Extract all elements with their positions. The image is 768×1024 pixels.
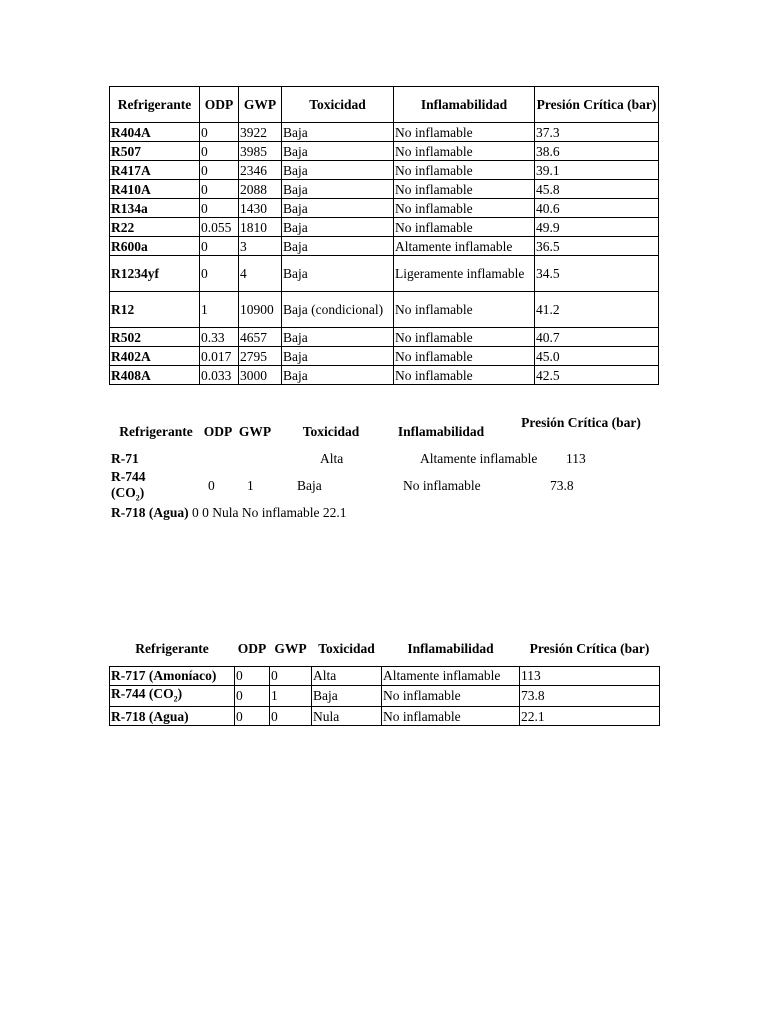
cell-odp: 0 [235,707,270,726]
cell-toxicity: Baja [282,256,394,292]
row-r744-name [111,469,146,507]
table-row [110,347,659,366]
cell-odp: 1 [200,292,239,328]
cell-odp: 0.055 [200,218,239,237]
cell-refrigerant: R408A [110,366,200,385]
cell-pressure: 40.7 [535,328,659,347]
cell-pressure: 38.6 [535,142,659,161]
cell-flammability: No inflamable [394,218,535,237]
cell-refrigerant: R134a [110,199,200,218]
header-refrigerante: Refrigerante [119,424,193,439]
cell-toxicity: Baja [282,180,394,199]
cell-refrigerant [110,707,235,726]
cell-refrigerant [110,666,235,685]
table-row [110,123,659,142]
cell-refrigerant-suffix: ) [177,685,183,701]
cell-toxicity: Baja [282,199,394,218]
row-r744-odp: 0 [208,478,215,493]
table-row [110,142,659,161]
cell-refrigerant [110,685,235,707]
cell-toxicity: Baja [282,347,394,366]
cell-pressure: 41.2 [535,292,659,328]
cell-gwp: 0 [270,666,312,685]
cell-gwp: 3985 [239,142,282,161]
cell-pressure: 49.9 [535,218,659,237]
cell-toxicity: Alta [312,666,382,685]
cell-odp: 0 [200,180,239,199]
cell-toxicity: Baja [282,237,394,256]
cell-gwp: 0 [270,707,312,726]
table-row [110,256,659,292]
row-r744-name-b: (CO [111,485,136,500]
cell-pressure: 36.5 [535,237,659,256]
cell-refrigerant-sub: 2 [173,694,178,704]
cell-odp: 0 [235,666,270,685]
cell-toxicity: Baja [312,685,382,707]
row-r744-toxicity: Baja [297,478,322,493]
header-toxicidad: Toxicidad [282,87,394,123]
row-r744-name-c: ) [139,485,145,500]
cell-flammability: No inflamable [394,123,535,142]
row-r744-gwp: 1 [247,478,254,493]
table-row [110,707,660,726]
row-r744-flammability: No inflamable [403,478,481,493]
cell-flammability: No inflamable [394,199,535,218]
row-r71-name: R-71 [111,451,139,466]
cell-flammability: No inflamable [394,180,535,199]
cell-odp: 0.33 [200,328,239,347]
cell-gwp: 2346 [239,161,282,180]
cell-flammability: No inflamable [382,707,520,726]
table-row [110,666,660,685]
row-r744-pressure: 73.8 [550,478,574,493]
cell-toxicity: Nula [312,707,382,726]
cell-pressure: 22.1 [520,707,660,726]
cell-pressure: 45.8 [535,180,659,199]
row-r71-toxicity: Alta [320,451,344,466]
cell-pressure: 42.5 [535,366,659,385]
cell-toxicity: Baja [282,328,394,347]
header-presion-critica: Presión Crítica (bar) [521,415,641,430]
cell-pressure: 40.6 [535,199,659,218]
cell-refrigerant: R22 [110,218,200,237]
cell-odp: 0 [200,256,239,292]
cell-refrigerant: R1234yf [110,256,200,292]
table-row [110,237,659,256]
cell-flammability: No inflamable [394,142,535,161]
header-gwp: GWP [239,87,282,123]
header-toxicidad: Toxicidad [318,640,375,656]
cell-flammability: Altamente inflamable [394,237,535,256]
cell-odp: 0 [235,685,270,707]
cell-toxicity: Baja [282,123,394,142]
row-r718-rest: 0 0 Nula No inflamable 22.1 [192,505,347,520]
row-r718 [111,505,346,521]
cell-gwp: 1810 [239,218,282,237]
cell-toxicity: Baja [282,161,394,180]
cell-refrigerant: R507 [110,142,200,161]
table-row [110,199,659,218]
cell-refrigerant-text: R-718 (Agua) [111,708,189,724]
cell-pressure: 45.0 [535,347,659,366]
cell-odp: 0.033 [200,366,239,385]
cell-refrigerant: R404A [110,123,200,142]
cell-gwp: 2088 [239,180,282,199]
cell-gwp: 10900 [239,292,282,328]
header-refrigerante: Refrigerante [110,87,200,123]
header-refrigerante: Refrigerante [135,640,209,656]
table-row [110,218,659,237]
cell-flammability: Altamente inflamable [382,666,520,685]
cell-refrigerant: R502 [110,328,200,347]
header-odp: ODP [203,424,233,439]
cell-flammability: Ligeramente inflamable [394,256,535,292]
cell-gwp: 1 [270,685,312,707]
cell-gwp: 3 [239,237,282,256]
cell-refrigerant-text: R-717 (Amoníaco) [111,668,217,683]
header-gwp: GWP [238,424,272,439]
cell-refrigerant-text: R-744 (CO [111,685,174,701]
row-r718-name: R-718 (Agua) [111,505,189,520]
cell-gwp: 3000 [239,366,282,385]
cell-pressure: 37.3 [535,123,659,142]
cell-toxicity: Baja [282,366,394,385]
refrigerant-table-natural [109,632,660,726]
cell-toxicity: Baja [282,218,394,237]
header-odp: ODP [200,87,239,123]
cell-odp: 0 [200,142,239,161]
table-row [110,685,660,707]
table-row [110,161,659,180]
header-toxicidad: Toxicidad [302,424,360,439]
cell-gwp: 3922 [239,123,282,142]
cell-odp: 0 [200,161,239,180]
cell-refrigerant: R410A [110,180,200,199]
cell-gwp: 2795 [239,347,282,366]
cell-pressure: 113 [520,666,660,685]
header-gwp: GWP [274,640,307,656]
row-r71-pressure: 113 [566,451,586,466]
cell-pressure: 39.1 [535,161,659,180]
header-presion-critica: Presión Crítica (bar) [535,87,659,123]
cell-flammability: No inflamable [394,328,535,347]
cell-pressure: 73.8 [520,685,660,707]
cell-gwp: 4 [239,256,282,292]
cell-odp: 0 [200,123,239,142]
table-row [110,292,659,328]
cell-refrigerant: R600a [110,237,200,256]
table-row [110,328,659,347]
row-r744-name-sub: 2 [135,493,140,503]
header-inflamabilidad: Inflamabilidad [397,424,485,439]
cell-flammability: No inflamable [382,685,520,707]
header-odp: ODP [237,640,267,656]
refrigerant-table-main [109,86,659,385]
cell-flammability: No inflamable [394,366,535,385]
header-inflamabilidad: Inflamabilidad [407,640,494,656]
cell-gwp: 1430 [239,199,282,218]
table-header-row [110,87,659,123]
cell-odp: 0 [200,237,239,256]
cell-refrigerant: R417A [110,161,200,180]
table-row [110,366,659,385]
cell-flammability: No inflamable [394,161,535,180]
header-presion-critica: Presión Crítica (bar) [529,640,650,656]
cell-refrigerant: R12 [110,292,200,328]
cell-toxicity: Baja [282,142,394,161]
table-header-row [110,632,660,666]
cell-flammability: No inflamable [394,292,535,328]
header-inflamabilidad: Inflamabilidad [394,87,535,123]
cell-refrigerant: R402A [110,347,200,366]
cell-pressure: 34.5 [535,256,659,292]
cell-gwp: 4657 [239,328,282,347]
cell-odp: 0 [200,199,239,218]
table-row [110,180,659,199]
row-r71-flammability: Altamente inflamable [420,451,538,466]
row-r744-name-a: R-744 [111,469,146,484]
cell-toxicity: Baja (condicional) [282,292,394,328]
cell-odp: 0.017 [200,347,239,366]
cell-flammability: No inflamable [394,347,535,366]
